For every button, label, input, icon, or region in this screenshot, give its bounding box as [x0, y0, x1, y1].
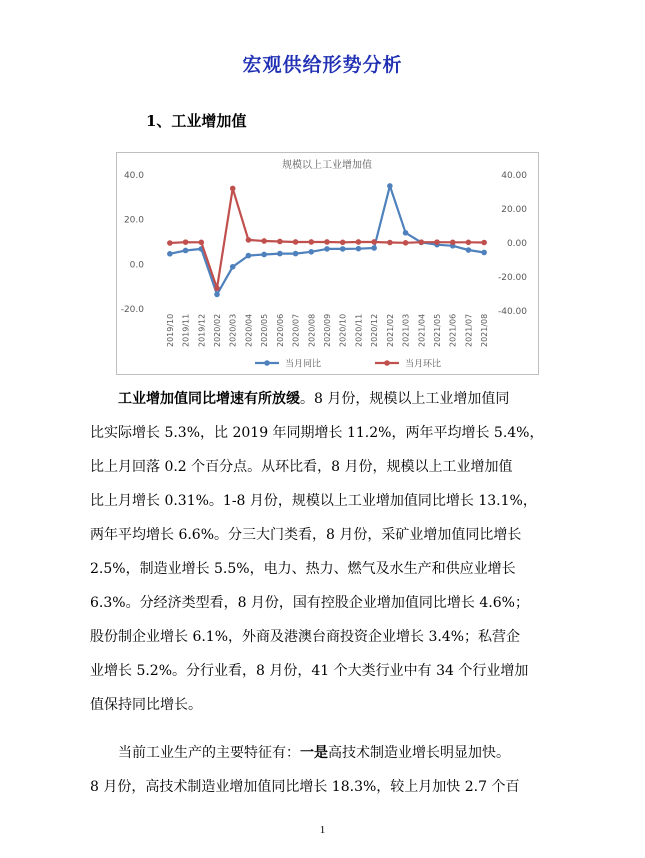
data-point	[167, 240, 173, 246]
y-right-tick-label: 0.00	[506, 239, 527, 249]
section-heading: 1、工业增加值	[146, 112, 247, 130]
x-tick-label: 2020/04	[244, 313, 254, 347]
x-tick-label: 2021/02	[385, 313, 395, 347]
paragraph-text: 。8 月份，规模以上工业增加值同	[300, 391, 510, 407]
data-point	[466, 247, 472, 253]
data-point	[246, 237, 252, 243]
data-point	[356, 246, 362, 252]
x-tick-label: 2021/03	[401, 313, 411, 347]
x-tick-label: 2020/12	[370, 313, 380, 347]
data-point	[403, 240, 409, 246]
paragraph-line: 2.5%，制造业增长 5.5%，电力、热力、燃气及水生产和供应业增长	[90, 561, 516, 577]
data-point	[183, 239, 189, 245]
paragraph-line: 比实际增长 5.3%，比 2019 年同期增长 11.2%，两年平均增长 5.4%，	[90, 425, 544, 441]
page-number: 1	[319, 824, 326, 836]
legend-label: 当月同比	[285, 359, 322, 370]
data-point	[230, 264, 236, 270]
data-point	[277, 251, 283, 257]
paragraph-features	[90, 736, 560, 804]
paragraph-line	[90, 736, 560, 770]
data-point	[340, 246, 346, 252]
data-point	[230, 186, 236, 192]
data-point	[324, 246, 330, 252]
data-point	[371, 239, 377, 245]
paragraph-bold-lead: 一是	[300, 745, 328, 761]
x-tick-label: 2020/05	[260, 313, 270, 347]
paragraph-line	[90, 382, 560, 416]
x-tick-label: 2021/08	[480, 313, 490, 347]
data-point	[356, 239, 362, 245]
paragraph-text: 当前工业生产的主要特征有：	[118, 745, 300, 761]
data-point	[403, 230, 409, 236]
x-tick-label: 2020/08	[307, 313, 317, 347]
paragraph-line: 两年平均增长 6.6%。分三大门类看，8 月份，采矿业增加值同比增长	[90, 527, 522, 543]
data-point	[371, 245, 377, 251]
x-tick-label: 2020/09	[323, 313, 332, 347]
paragraph-line: 股份制企业增长 6.1%，外商及港澳台商投资企业增长 3.4%；私营企	[90, 629, 521, 645]
paragraph-line: 业增长 5.2%。分行业看，8 月份，41 个大类行业中有 34 个行业增加	[90, 663, 529, 679]
x-tick-label: 2019/11	[181, 313, 191, 347]
data-point	[324, 239, 330, 245]
data-point	[261, 252, 267, 258]
line-chart	[117, 153, 538, 374]
data-point	[293, 251, 299, 257]
data-point	[450, 240, 456, 246]
data-point	[340, 240, 346, 246]
data-point	[261, 238, 267, 244]
data-point	[167, 251, 173, 257]
data-point	[214, 285, 220, 291]
x-tick-label: 2021/04	[417, 313, 427, 347]
data-point	[434, 239, 440, 245]
data-point	[293, 239, 299, 245]
chart-title: 规模以上工业增加值	[282, 160, 372, 171]
y-left-tick-label: 0.0	[129, 260, 144, 271]
paragraph-line: 比上月增长 0.31%。1-8 月份，规模以上工业增加值同比增长 13.1%，	[90, 493, 537, 509]
x-tick-label: 2021/07	[464, 313, 474, 347]
paragraph-industrial-value	[90, 382, 560, 722]
data-point	[481, 240, 487, 246]
data-point	[246, 253, 252, 259]
data-point	[277, 239, 283, 245]
data-point	[308, 249, 314, 255]
data-point	[418, 239, 424, 245]
paragraph-line: 比上月回落 0.2 个百分点。从环比看，8 月份，规模以上工业增加值	[90, 459, 513, 475]
data-point	[387, 183, 393, 189]
data-point	[387, 240, 393, 246]
y-left-tick-label: 20.0	[123, 215, 144, 226]
x-tick-label: 2020/06	[275, 313, 285, 347]
y-right-tick-label: 20.00	[501, 205, 527, 215]
data-point	[308, 239, 314, 245]
x-tick-label: 2021/05	[433, 313, 442, 347]
x-tick-label: 2020/07	[291, 313, 301, 347]
paragraph-line: 6.3%。分经济类型看，8 月份，国有控股企业增加值同比增长 4.6%；	[90, 595, 529, 611]
legend-label: 当月环比	[405, 359, 442, 370]
series-line-mom	[170, 188, 484, 288]
paragraph-bold-lead: 工业增加值同比增速有所放缓	[118, 391, 300, 407]
data-point	[466, 240, 472, 246]
y-right-tick-label: -40.00	[497, 307, 527, 317]
x-tick-label: 2019/10	[165, 313, 175, 347]
paragraph-line: 值保持同比增长。	[90, 697, 202, 713]
y-left-tick-label: 40.0	[123, 171, 144, 181]
paragraph-line: 8 月份，高技术制造业增加值同比增长 18.3%，较上月加快 2.7 个百	[90, 779, 520, 795]
data-point	[198, 240, 204, 246]
x-tick-label: 2020/10	[338, 313, 348, 347]
x-tick-label: 2020/02	[213, 313, 222, 347]
y-right-tick-label: 40.00	[501, 171, 527, 181]
legend-swatch-marker	[384, 360, 390, 366]
y-right-tick-label: -20.00	[497, 273, 527, 283]
x-tick-label: 2019/12	[197, 313, 207, 347]
y-left-tick-label: -20.0	[120, 304, 144, 315]
x-tick-label: 2020/11	[354, 313, 364, 347]
x-tick-label: 2021/06	[448, 313, 458, 347]
paragraph-text: 高技术制造业增长明显加快。	[328, 745, 510, 761]
data-point	[481, 250, 487, 256]
legend-swatch-marker	[264, 360, 270, 366]
x-tick-label: 2020/03	[228, 313, 238, 347]
chart-frame	[116, 152, 539, 375]
document-title: 宏观供给形势分析	[242, 54, 403, 76]
data-point	[183, 248, 189, 254]
data-point	[214, 292, 220, 298]
